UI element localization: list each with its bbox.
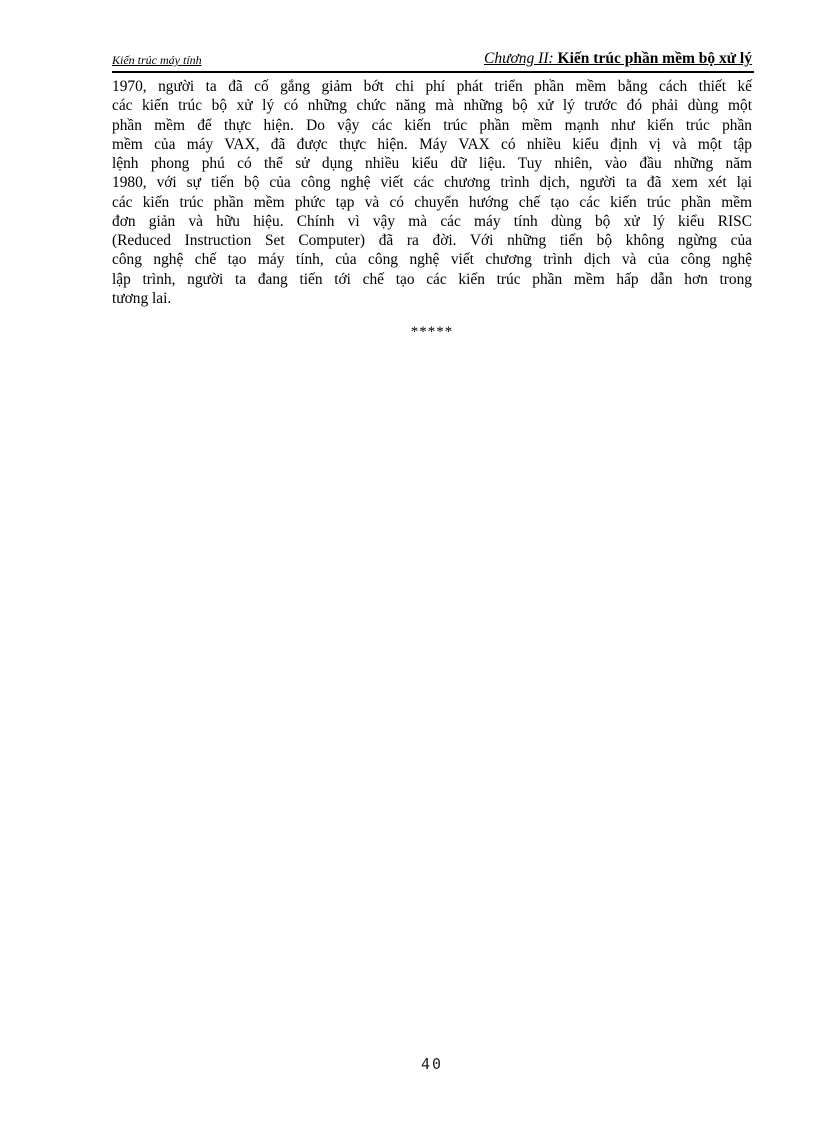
text-line: 1980, với sự tiến bộ của công nghệ viết các chương trình dịch, người ta đã xem xét lại bbox=[112, 174, 752, 192]
header-chapter-label: Chương II: bbox=[483, 50, 554, 67]
text-line: các kiến trúc bộ xử lý có những chức năng mà những bộ xử lý trước đó phải dùng một bbox=[112, 97, 752, 115]
text-line: phần mềm để thực hiện. Do vậy các kiến trúc phần mềm mạnh như kiến trúc phần bbox=[112, 116, 752, 134]
text-line: 1970, người ta đã cố gắng giảm bớt chi phí phát triển phần mềm bằng cách thiết kế bbox=[112, 78, 752, 95]
text-line: đơn giản và hữu hiệu. Chính vì vậy mà các máy tính dùng bộ xử lý kiểu RISC bbox=[112, 212, 752, 230]
text-line: lập trình, người ta đang tiến tới chế tạo các kiến trúc phần mềm hấp dẫn hơn trong bbox=[112, 270, 752, 288]
text-line: các kiến trúc phần mềm phức tạp và có chuyển hướng chế tạo các kiến trúc phần mềm bbox=[112, 193, 752, 211]
text-line: tương lai. bbox=[112, 289, 172, 307]
text-line: lệnh phong phú có thể sử dụng nhiều kiểu dữ liệu. Tuy nhiên, vào đầu những năm bbox=[112, 155, 752, 172]
page-number: 40 bbox=[420, 1055, 444, 1073]
text-line: công nghệ chế tạo máy tính, của công nghệ viết chương trình dịch và của công nghệ bbox=[112, 251, 752, 269]
text-line: mềm của máy VAX, đã được thực hiện. Máy VAX có nhiều kiểu định vị và một tập bbox=[112, 135, 752, 153]
header-chapter-title: Kiến trúc phần mềm bộ xử lý bbox=[557, 50, 752, 67]
body-paragraph bbox=[112, 77, 752, 308]
header-divider bbox=[112, 71, 754, 73]
header-chapter bbox=[484, 50, 752, 68]
page-header bbox=[112, 50, 752, 72]
text-line: (Reduced Instruction Set Computer) đã ra đời. Với những tiến bộ không ngừng của bbox=[112, 232, 752, 249]
header-book-title: Kiến trúc máy tính bbox=[112, 53, 202, 67]
section-separator: ***** bbox=[410, 324, 454, 340]
